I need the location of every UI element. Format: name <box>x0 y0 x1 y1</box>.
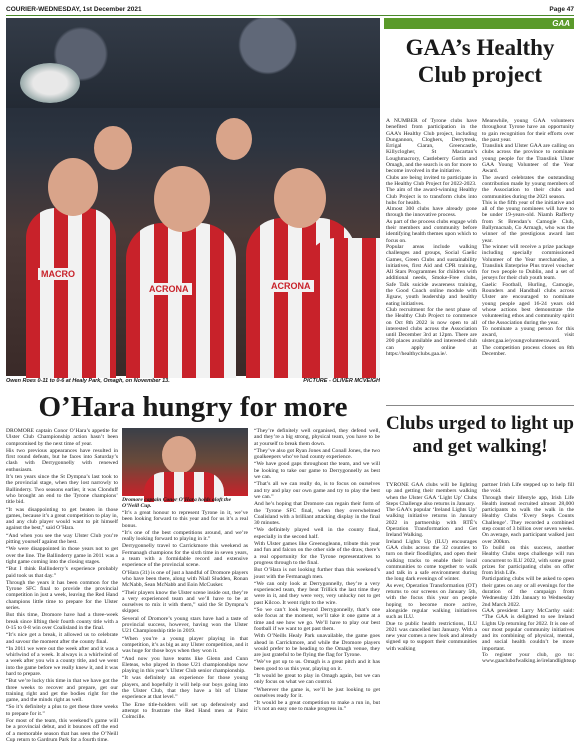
section-label: GAA <box>384 18 574 29</box>
paragraph: DROMORE captain Conor O’Hara’s appetite for Ulster Club Championship action hasn’t been compromised by the next time of year. <box>6 428 118 447</box>
inset-photo <box>122 428 248 496</box>
paragraph: The winner will receive a prize package including specially commissioned Volunteer of the Year merchandise, a Translink Enterprise Plus travel voucher for two people to Dublin, and a set of jerseys for their club youth team. <box>482 243 574 282</box>
player-face <box>216 118 252 160</box>
jersey-sponsor: MACRO <box>38 268 78 280</box>
paragraph: “We can only look at Derrygonnelly, they’re a very experienced team, they beat Trillick the last time they were in it, and they were very, very unlucky not to get past Kilcoo. It went right to the wire. <box>254 580 380 606</box>
paragraph: His two previous appearances have resulted in first round defeats, but he faces into Saturday’s clash with Derrygonnelly with renewed enthusiasm. <box>6 447 118 473</box>
paragraph: GAA president Larry McCarthy said: “The GAA is delighted to see Ireland Lights Up returning for 2022. It is one of our most popular community initiatives and its combining of physical, mental, and social health couldn’t be more important. <box>482 607 574 652</box>
player-face <box>274 168 326 228</box>
paragraph: Meanwhile, young GAA volunteers throughout Tyrone have an opportunity to gain recognition for their efforts over the past year. <box>482 118 574 143</box>
paragraph: Club recruitment for the next phase of the Healthy Club Project to commence on Oct 8th 2022 is now open to all interested clubs across the Association until December 3rd at 12pm. There are 200 places available and interested club can apply online at https://healthyclubs.gaa.ie/. <box>386 306 477 357</box>
paragraph: But O’Hara is not looking further than this weekend’s joust with the Fermanagh men. <box>254 567 380 580</box>
captain-face <box>162 436 196 474</box>
paragraph: The aim of the award-winning Healthy Club Project is to transform clubs into hubs for health. <box>386 187 477 206</box>
right-headline: GAA’s Healthy Club project <box>405 35 555 87</box>
trophy-cup <box>20 63 80 103</box>
paragraph: To build on this success, another Healthy Clubs steps challenge will run concurrent to ILU 2022, with some great prizes for participating clubs on offer from Irish Life. <box>482 544 574 577</box>
paragraph: TYRONE GAA clubs will be lighting up and getting their members walking when the Ulster GAA ‘Light Up’ Clubs Steps Challenge also returns in January. <box>386 482 477 507</box>
photo-credit: PICTURE - OLIVER MCVEIGH <box>303 378 380 384</box>
paragraph: Derrygonnelly travel to Carrickmore this weekend as Fermanagh champions for the sixth time in seven years, a team with a formidable record and extensive experience of the provincial scene. <box>122 543 248 569</box>
paragraph: “Their players know the Ulster scene inside out, they’re a very experienced team and we’ll have to be at ourselves to mix it with them,” said the St Dympna’s skipper. <box>122 589 248 615</box>
header-rule <box>6 15 574 16</box>
player-face <box>48 158 98 216</box>
paragraph: “It was disappointing to get beaten in those games, because it’s a great competition to play in, and any club player would want to pit himself against the best,” said O’Hara. <box>6 506 118 532</box>
paragraph: Through the years it has been common for the Tyrone SFC final to provide the provincial competition in just a week, leaving the Red Hand champions little time to prepare for the Ulster series. <box>6 579 118 612</box>
paragraph: To nominate a young person for this award, visit ulster.gaa.ie/youngvolunteeraward. <box>482 325 574 345</box>
player-face <box>154 166 210 232</box>
paragraph: “It’s one of the best competitions around, and we’re really looking forward to playing in it.” <box>122 529 248 543</box>
paragraph: A NUMBER of Tyrone clubs have benefited from participation in the GAA’s Healthy Club project, including Dungannon, Cloghers, Derrytresk, Errigal Ciaran, Greencastle, Killyclogher, St Macartan’s Loughmacrory, Castleberry Gortin and Omagh, and the search is on for more to become involved in the initiative. <box>386 118 477 175</box>
paragraph: “Wherever the game is, we’ll be just looking to get ourselves ready for it. <box>254 686 380 699</box>
column-divider <box>386 405 574 406</box>
paragraph: “And when you see the way Ulster Club you’re pitting yourself against the best. <box>6 532 118 546</box>
paragraph: To register your club, go to: www.gaaclubofwalking.ie/irelandlightsup <box>482 652 576 665</box>
paragraph: As part of the process clubs engage with their members and community before identifying health themes upon which to focus on. <box>386 218 477 244</box>
paragraph: Clubs are being invited to participate in the Healthy Club Project for 2022-2023. <box>386 174 477 187</box>
paragraph: “When you’re a young player playing in that competition, it’s as big as any Ulster competition, and it was huge for those boys when they won it. <box>122 635 248 655</box>
right-article-column-2 <box>482 118 574 404</box>
paragraph: This is the fifth year of the initiative and all of the young nominees will have to be under 19-years-old. Niamh Rafferty from St Brendan’s Camogie Club, Ballymacnab, Co Armagh, who was the winner of the prestigious award last year. <box>482 199 574 244</box>
paragraph: “And now you have teams like Glenn and Cunn Eleteas, who played in those U21 championships now playing in this year’s Ulster Club senior championship. <box>122 655 248 675</box>
left-article-column-2 <box>122 510 248 732</box>
paragraph: “They’ve also got Ryan Jones and Conall Jones, the two goalkeepers who’ve had county experience. <box>254 447 380 461</box>
paragraph: Ireland Lights Up (ILU) encourages GAA clubs across the 32 counties to turn on their floodlights, and open their walking tracks to enable their local communities to come together to walk and talk in a safe environment during the long dark evenings of winter. <box>386 538 477 583</box>
inset-caption: Dromore captain Conor O’Hara holds aloft the O’Neill Cup. <box>122 497 232 510</box>
right-article-column-4 <box>482 482 574 732</box>
paragraph: Due to public health restrictions, ILU 2021 was cancelled last January. With a new year comes a new look and already signed up to support their communities with walking <box>386 620 477 652</box>
right-article-column-3 <box>386 482 477 732</box>
paragraph: “It would be great to play in Omagh again, but we can only focus on what we can control. <box>254 672 380 686</box>
left-headline: O’Hara hungry for more <box>38 391 348 423</box>
paragraph: Participating clubs will be asked to open their gates on any or all evenings for the duration of the campaign from Wednesday 12th January to Wednesday 2nd March 2022. <box>482 576 574 608</box>
page-number: Page 47 <box>549 5 574 13</box>
paragraph: “That’s all we can really do, is to focus on ourselves and try and play our own game and try to play the best we can.” <box>254 481 380 500</box>
paragraph: O’Hara (31) is one of just a handful of Dromore players who have been there, along with Niall Sludden, Ronan McNabb, Sean McNabb and Eoin McCusker. <box>122 569 248 589</box>
paragraph: Gaelic Football, Hurling, Camogie, Rounders and Handball clubs across Ulster are encouraged to nominate young people aged 16-24 years old whose actions best demonstrate the volunteering ethos and community spirit of the Association during the year. <box>482 281 574 326</box>
photo-caption <box>6 378 380 387</box>
paragraph: “It’s nice get a break, it allowed us to celebrate and savour the moment after the county final. <box>6 632 118 645</box>
paragraph: The competition process closes on 8th December. <box>482 344 574 357</box>
paragraph: With O’Neills Healy Park unavailable, the game goes ahead in Carrickmore, and while the Dromore players would prefer to be heading to the Omagh venue, they are just grateful to be flying the flag for Tyrone. <box>254 633 380 659</box>
paragraph: The award celebrates the outstanding contribution made by young members of the Association to their clubs and communities during the 2021 season. <box>482 174 574 200</box>
paragraph: For most of the team, this weekend’s game will be a provincial debut, and it bounces off the end of a memorable season that has seen the O’Neill Cup return to Gardrum Park for a fourth time. <box>6 718 118 743</box>
player-jersey <box>126 223 236 378</box>
paragraph: partner Irish Life stepped up to help fill the void. <box>482 482 574 495</box>
paragraph: “It was definitely an experience for those young players, and hopefully it will help our boys going into the Ulster Club, that they have a bit of Ulster experience at that level.” <box>122 675 248 701</box>
paragraph: It’s ten years since the St Dympna’s last took to the provincial stage, when they lost narrowly to Ballinderry. Two seasons earlier, it was Clonduff who brought an end to the Tyrone champions’ title bid. <box>6 474 118 506</box>
paragraph: Almost 300 clubs have already gone through the innovative process. <box>386 206 477 219</box>
paragraph: “It’s a great honour to represent Tyrone in it, we’ve been looking forward to this year and for us it’s a real bonus. <box>122 510 248 529</box>
paragraph: Popular areas include walking challenges and groups, Social Gaelic Games, Green Clubs and sustainability initiatives, first Aid and CPR training, All Stars Programmes for children with additional needs, Smoke-Free clubs, Safe Talk suicide awareness training, the Good Coach online module with Jigsaw, youth leadership and healthy eating initiatives. <box>386 243 477 307</box>
jersey-sponsor: ACRONA <box>146 283 192 295</box>
player-jersey <box>26 208 116 378</box>
masthead-date: COURIER-WEDNESDAY, 1st December 2021 <box>6 5 142 13</box>
masthead <box>6 4 574 14</box>
paragraph: “In 2011 we were out the week after and it was a whirlwind of a week. It always is a whirlwind of a week after you win a county title, and we went into the game before we really knew it, and it was hard to prepare. <box>6 645 118 677</box>
paragraph: “They’re definitely well organised, they defend well, and they’re a big strong, physical team, you have to be at yourself to break them down. <box>254 428 380 447</box>
jersey-sponsor: ACRONA <box>268 280 314 292</box>
paragraph: “But I think Ballinderry’s experience probably paid took us that day.” <box>6 566 118 579</box>
main-photo <box>6 18 380 376</box>
paragraph: And he’s hoping that Dromore can regain their form of the Tyrone SFC final, when they overwhelmed Coalisland with a brilliant attacking display in the final 30 minutes. <box>254 501 380 527</box>
paragraph: “But we’re lucky this time in that we have got the three weeks to recover and prepare, get our training right and get the bodies right for the game, and the minds right as well. <box>6 678 118 704</box>
paragraph: “So it’s definitely a plus to get these three weeks to prepare for it.” <box>6 704 118 717</box>
paragraph: “We were disappointed in those years not to get over the line. The Ballinderry game in 2011 was a tight game coming into the closing stages. <box>6 546 118 565</box>
left-article-column-1 <box>6 428 118 743</box>
player-jersey <box>306 238 380 378</box>
player-face <box>94 126 132 170</box>
paragraph: The Erne title-holders will set up defensively and attempt to frustrate the Red Hand men at Pairc Colmcille. <box>122 701 248 721</box>
paragraph: But this time, Dromore have had a three-week break since lifting their fourth county title with a 0-15 to 0-8 win over Coalisland in the final. <box>6 612 118 631</box>
paragraph: The GAA’s popular ‘Ireland Lights Up’ walking initiative returns in January 2022 in partnership with RTÉ’s Operation Transformation and Get Ireland Walking. <box>386 507 477 539</box>
caption-text: Owen Roes 0-11 to 0-6 at Healy Park, Omagh, on November 13. <box>6 378 170 384</box>
paragraph: As ever, Operation Transformation (OT) returns to our screens on January 5th, with the focus this year on people hoping to become more active, alongside regular walking initiatives such as ILU. <box>386 582 477 621</box>
paragraph: “We have good gaps throughout the team, and we will be looking to take our game to Derrygonnelly as best we can. <box>254 461 380 481</box>
left-article-column-3 <box>254 428 380 732</box>
paragraph: Several of Dromore’s young stars have had a taste of provincial success, however, having won the Ulster U21 Championship title in 2019. <box>122 615 248 635</box>
paragraph: “We’ve got up to us. Omagh is a great pitch and it has been good to us this year, playing on it. <box>254 659 380 672</box>
paragraph: Translink and Ulster GAA are calling on clubs across the province to nominate young people for the Translink Ulster GAA Young Volunteer of the Year Award. <box>482 143 574 175</box>
paragraph: Through their lifestyle app, Irish Life Health instead recruited almost 28,000 participants to walk the walk in the Healthy Clubs ‘Every Steps Counts Challenge’. They recorded a combined step count of 3 billion over seven weeks. On average, each participant walked just over 200km. <box>482 494 574 545</box>
paragraph: With Ulster games like Greenogleann, tribute this year and fun and falcon on the other side of the draw, there’s a real opportunity for the Tyrone representatives to progress through to the final. <box>254 541 380 566</box>
paragraph: “It would be a great competition to make a run in, but it’s not an easy one to make progress in.” <box>254 700 380 713</box>
right-headline-2: Clubs urged to light up and get walking! <box>386 413 574 457</box>
right-article-column-1 <box>386 118 477 404</box>
paragraph: “We definitely played well in the county final, especially in the second half. <box>254 527 380 540</box>
paragraph: “So we can’t look beyond Derrygonnelly, that’s one sole focus at the moment, we’ll take it one game at a time and see how we go. We’ll have to play our best football if we want to get past them. <box>254 607 380 632</box>
